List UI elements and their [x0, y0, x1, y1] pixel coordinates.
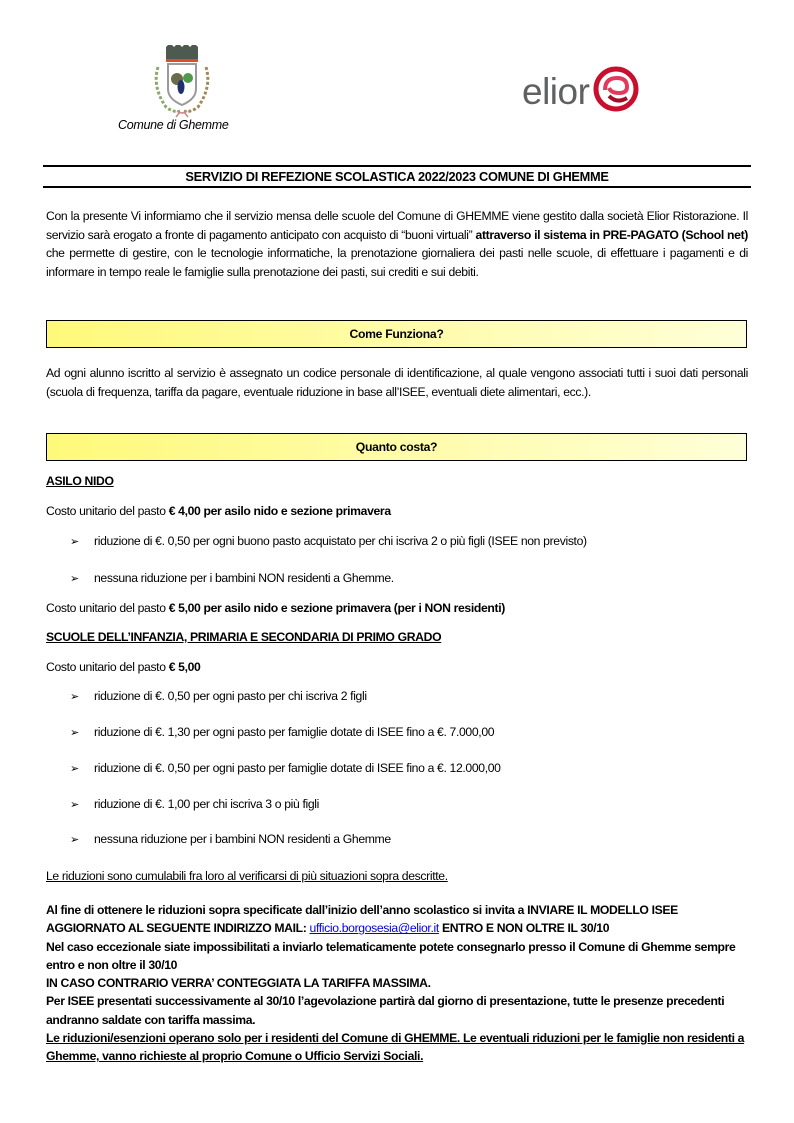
isee-notice-line3: IN CASO CONTRARIO VERRA’ CONTEGGIATA LA TARIFFA MASSIMA. [46, 976, 431, 991]
list-item-text: nessuna riduzione per i bambini NON residenti a Ghemme. [94, 571, 394, 585]
scuole-cost-line [46, 658, 200, 676]
list-item [70, 759, 501, 778]
scuole-cost-prefix: Costo unitario del pasto [46, 660, 169, 674]
intro-text-2: che permette di gestire, con le tecnologie informatiche, la prenotazione giornaliera dei pasti nelle scuole, di effettuare i pagamenti e di informare in tempo reale le famiglie sulla prenotazione dei pasti, sui crediti e sui debiti. [46, 246, 748, 279]
email-link[interactable]: ufficio.borgosesia@elior.it [309, 921, 439, 936]
scuole-cost-value: € 5,00 [168, 660, 201, 674]
asilo-nonresident-cost-line [46, 599, 505, 617]
list-item-text: riduzione di €. 1,00 per chi iscriva 3 o più figli [94, 797, 320, 811]
isee-instruction: Al fine di ottenere le riduzioni sopra specificate dall’inizio dell’anno scolastico si invita a INVIARE IL MODELLO ISEE AGGIORNATO AL SEGUENTE INDIRIZZO MAIL: [46, 903, 678, 936]
section-box-cost [46, 433, 747, 461]
section-heading-cost: Quanto costa? [355, 440, 438, 454]
intro-paragraph [46, 207, 748, 281]
elior-rose-icon [593, 66, 639, 117]
isee-notice [46, 901, 758, 1066]
isee-notice-line1 [46, 901, 758, 938]
bullet-arrow-icon: ➢ [70, 763, 79, 775]
scuole-heading: SCUOLE DELL’INFANZIA, PRIMARIA E SECONDARIA DI PRIMO GRADO [46, 630, 442, 644]
asilo-nido-heading: ASILO NIDO [46, 474, 114, 488]
list-item-text: riduzione di €. 1,30 per ogni pasto per famiglie dotate di ISEE fino a €. 7.000,00 [94, 725, 495, 739]
bullet-arrow-icon: ➢ [70, 727, 79, 739]
isee-notice-line2: Nel caso eccezionale siate impossibilitati a inviarlo telematicamente potete consegnarlo presso il Comune di Ghemme sempre entro e non oltre il 30/10 [46, 939, 736, 972]
elior-wordmark: elior [522, 70, 590, 112]
list-item [70, 795, 319, 814]
bullet-arrow-icon: ➢ [70, 799, 79, 811]
isee-notice-residents: Le riduzioni/esenzioni operano solo per i residenti del Comune di GHEMME. Le eventuali riduzioni per le famiglie non residenti a Ghemme, vanno richieste al proprio Comune o Ufficio Servizi Sociali. [46, 1031, 745, 1064]
page-title: SERVIZIO DI REFEZIONE SCOLASTICA 2022/2023 COMUNE DI GHEMME [185, 169, 609, 184]
section-heading-how-it-works: Come Funziona? [349, 327, 444, 341]
title-rule-bottom [43, 186, 751, 188]
municipality-label: Comune di Ghemme [118, 118, 229, 132]
asilo-cost-prefix: Costo unitario del pasto [46, 504, 169, 518]
municipal-crest-icon [150, 45, 214, 119]
asilo-cost-value: € 4,00 per asilo nido e sezione primavera [168, 504, 391, 518]
section-box-how-it-works [46, 320, 747, 348]
isee-deadline: ENTRO E NON OLTRE IL 30/10 [438, 921, 610, 936]
elior-logo [522, 66, 639, 117]
title-rule-top [43, 165, 751, 167]
list-item-text: riduzione di €. 0,50 per ogni pasto per chi iscriva 2 figli [94, 689, 367, 703]
bullet-arrow-icon: ➢ [70, 536, 79, 548]
list-item [70, 830, 391, 849]
intro-text-1: Con la presente Vi informiamo che il servizio mensa delle scuole del Comune di GHEMME viene gestito dalla società Elior Ristorazione. Il servizio sarà erogato a fronte di pagamento anticipato con acquisto di “buoni virtuali” [46, 209, 748, 242]
list-item [70, 687, 367, 706]
list-item [70, 723, 494, 742]
bullet-arrow-icon: ➢ [70, 691, 79, 703]
bullet-arrow-icon: ➢ [70, 834, 79, 846]
list-item-text: nessuna riduzione per i bambini NON residenti a Ghemme [94, 832, 391, 846]
isee-notice-line4: Per ISEE presentati successivamente al 30/10 l’agevolazione partirà dal giorno di presentazione, tutte le presenze precedenti andranno saldate con tariffa massima. [46, 994, 725, 1027]
list-item [70, 532, 587, 551]
cumulative-note: Le riduzioni sono cumulabili fra loro al verificarsi di più situazioni sopra descritte. [46, 869, 448, 883]
intro-text-bold: attraverso il sistema in PRE-PAGATO (School net) [475, 227, 748, 242]
asilo-nonres-value: € 5,00 per asilo nido e sezione primavera (per i NON residenti) [168, 601, 505, 615]
asilo-nonres-prefix: Costo unitario del pasto [46, 601, 169, 615]
how-it-works-paragraph: Ad ogni alunno iscritto al servizio è assegnato un codice personale di identificazione, al quale vengono associati tutti i suoi dati personali (scuola di frequenza, tariffa da pagare, eventuale riduzione in base all’ISEE, eventuali diete alimentari, ecc.). [46, 366, 748, 399]
list-item-text: riduzione di €. 0,50 per ogni buono pasto acquistato per chi iscriva 2 o più figli (ISEE non previsto) [94, 534, 587, 548]
asilo-cost-line [46, 502, 391, 520]
list-item-text: riduzione di €. 0,50 per ogni pasto per famiglie dotate di ISEE fino a €. 12.000,00 [94, 761, 501, 775]
list-item [70, 569, 394, 588]
bullet-arrow-icon: ➢ [70, 573, 79, 585]
